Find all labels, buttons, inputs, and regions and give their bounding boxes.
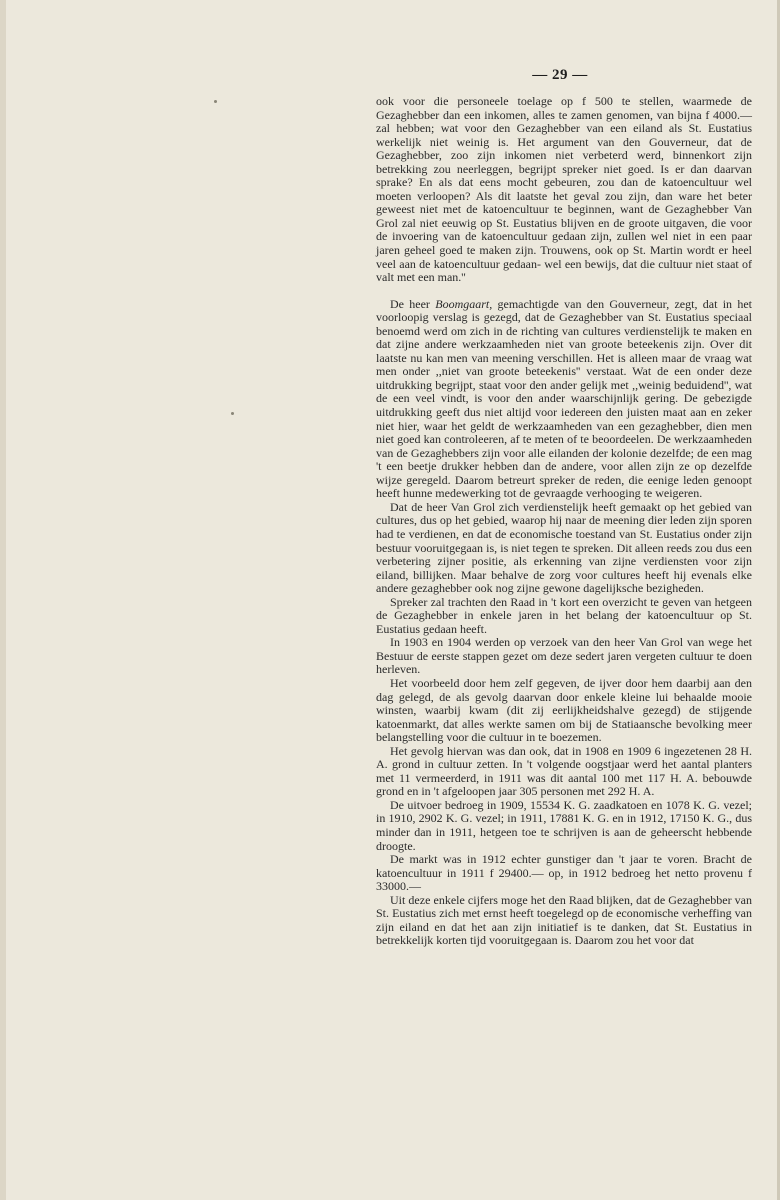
paragraph-2-body: gemachtigde van den Gouverneur, zegt, dat in het voorloopig verslag is gezegd, dat de Gezaghebber van St. Eustatius speciaal benoemd werd om zich in de richting van cultures verdienstelijk te maken en dat zijne andere werkzaamheden niet van groote beteekenis zijn. Over dit laatste nu kan men van meening verschillen. Het is alleen maar de vraag wat men onder ,,niet van groote beteekenis'' verstaat. Wat de een onder deze uitdrukking begrijpt, staat voor den ander gelijk met ,,weinig beduidend'', wat de een veel vindt, is voor den ander waarschijnlijk gering. De gebezigde uitdrukking geeft dus niet altijd voor iedereen den juisten maat aan en zeker niet hier, waar het geldt de werkzaamheden van een gezaghebber, dien men niet goed kan controleeren, af te meten of te beoordeelen. De werkzaamheden van de Gezaghebbers zijn voor alle eilanden der kolonie dezelfde; de een mag 't een beetje drukker hebben dan de andere, voor allen zijn ze op dezelfde wijze geregeld. Daarom betreurt spreker de reden, die eenige leden genoopt heeft hunne medewerking tot de gevraagde verhooging te weigeren. [376, 296, 753, 501]
paragraph-5: In 1903 en 1904 werden op verzoek van den heer Van Grol van wege het Bestuur de eerste stappen gezet om deze sedert jaren vergeten cultuur te doen herleven. [376, 635, 752, 677]
page-spine-edge [0, 0, 6, 1200]
paragraph-7: Het gevolg hiervan was dan ook, dat in 1908 en 1909 6 ingezetenen 28 H. A. grond in cultuur zetten. In 't volgende oogstjaar werd het aantal planters met 11 vermeerderd, in 1911 was dit aantal 100 met 117 H. A. bebouwde grond en in 't afgeloopen jaar 305 personen met 292 H. A. [376, 743, 752, 799]
paper-speck [214, 100, 217, 103]
paragraph-9: De markt was in 1912 echter gunstiger dan 't jaar te voren. Bracht de katoencultuur in 1911 f 29400.— op, in 1912 bedroeg het netto provenu f 33000.— [376, 852, 752, 894]
paragraph-1: ook voor die personeele toelage op f 500 te stellen, waarmede de Gezaghebber dan een inkomen, alles te zamen genomen, van bijna f 4000.— zal hebben; wat voor den Gezaghebber van een eiland als St. Eustatius werkelijk niet weinig is. Het argument van den Gouverneur, dat de Gezaghebber, zoo zijn inkomen niet verbeterd werd, binnenkort zijn betrekking zou neerleggen, begrijpt spreker niet goed. Is er dan daarvan sprake? En als dat eens mocht gebeuren, zou dan de katoencultuur wel moeten verloopen? Als dit laatste het geval zou zijn, dan ware het beter geweest niet met de katoencultuur te beginnen, want de Gezaghebber Van Grol zal niet eeuwig op St. Eustatius blijven en de groote uitgaven, die voor de invoering van de katoencultuur gedaan zijn, zullen wel niet in een paar jaren geheel goed te maken zijn. Trouwens, ook op St. Martin wordt er heel veel aan de katoencultuur gedaan- wel een bewijs, dat die cultuur niet staat of valt met een man.'' [376, 94, 752, 285]
paragraph-6: Het voorbeeld door hem zelf gegeven, de ijver door hem daarbij aan den dag gelegd, de als gevolg daarvan door enkele kleine lui behaalde mooie winsten, waarbij kwam (dit zij eerlijkheidshalve gezegd) de stijgende katoenmarkt, dat alles werkte samen om bij de Statiaansche bevolking meer belangstelling voor die cultuur in te boezemen. [376, 675, 752, 745]
paragraph-2 [376, 298, 752, 501]
paragraph-10: Uit deze enkele cijfers moge het den Raad blijken, dat de Gezaghebber van St. Eustatius zich met ernst heeft toegelegd op de economische verheffing van zijn eiland en dat het aan zijn initiatief is te danken, dat St. Eustatius in betrekkelijk korten tijd vooruitgegaan is. Daarom zou het voor dat [376, 892, 752, 948]
page-number: — 29 — [532, 67, 588, 83]
paper-speck [231, 412, 234, 415]
paragraph-2-intro: De heer [390, 296, 436, 311]
text-column [376, 95, 752, 948]
paragraph-8: De uitvoer bedroeg in 1909, 15534 K. G. zaadkatoen en 1078 K. G. vezel; in 1910, 2902 K. G. vezel; in 1911, 17881 K. G. en in 1912, 17150 K. G., dus minder dan in 1911, hetgeen toe te schrijven is aan de geheerscht hebbende droogte. [376, 797, 752, 853]
paragraph-4: Spreker zal trachten den Raad in 't kort een overzicht te geven van hetgeen de Gezaghebber in enkele jaren in het belang der katoencultuur op St. Eustatius gedaan heeft. [376, 594, 752, 636]
paragraph-3: Dat de heer Van Grol zich verdienstelijk heeft gemaakt op het gebied van cultures, dus op het gebied, waarop hij naar de meening dier leden zijn sporen had te verdienen, en dat de economische toestand van St. Eustatius onder zijn bestuur vooruitgegaan is, is niet tegen te spreken. Dit alleen reeds zou dus een verbetering zijner positie, als erkenning van zijne verdiensten voor zijn eiland, billijken. Maar behalve de zorg voor cultures heeft hij evenals elke andere gezaghebber ook nog zijne gewone dagelijksche bezigheden. [376, 499, 752, 596]
speaker-name: Boomgaart, [435, 296, 493, 311]
